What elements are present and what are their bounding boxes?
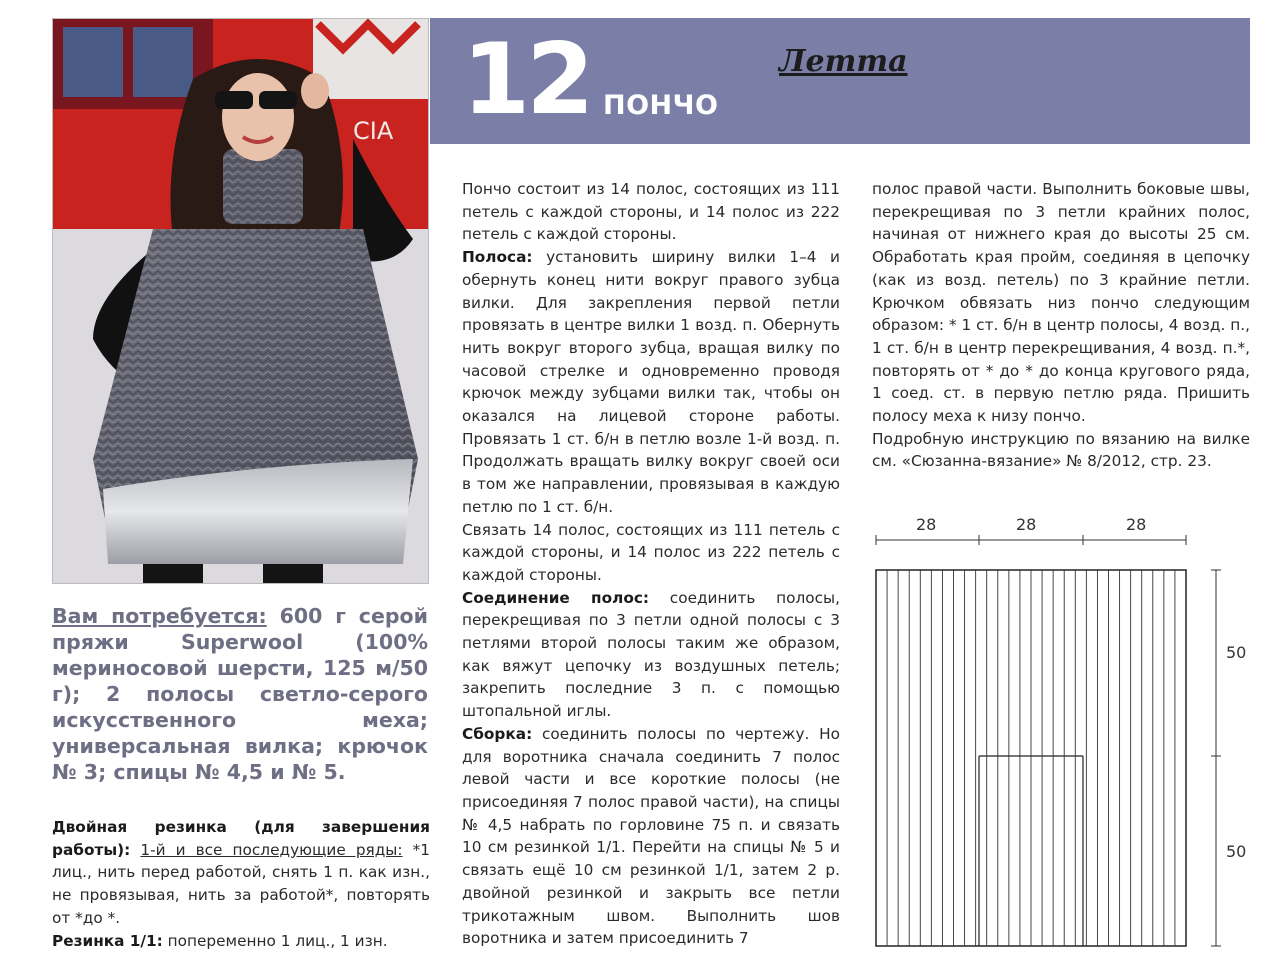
materials-lead: Вам потребуется: — [52, 604, 267, 628]
rib-paragraph — [52, 930, 430, 953]
double-rib-text: *1 лиц., нить перед работой, снять 1 п. как изн., не провязывая, нить за работой*, повторять от *до *. — [52, 840, 430, 927]
width-label-2: 28 — [1016, 515, 1037, 534]
height-label-2: 50 — [1226, 842, 1247, 861]
strip-lines — [887, 570, 1175, 946]
width-label-3: 28 — [1126, 515, 1147, 534]
instructions-column-2 — [872, 178, 1250, 473]
finishing-paragraph: полос правой части. Выполнить боковые швы, перекрещивая по 3 петли крайних полос, начиная от нижнего края до высоты 25 см. Обработать края пройм, соединяя в цепочку (как из возд. петель) по 3 крайние петли. Крючком обвязать низ пончо следующим образом: * 1 ст. б/н в центр полосы, 4 возд. п., 1 ст. б/н в центр перекрещивания, 4 возд. п.*, повторять от * до * до конца кругового ряда, 1 соед. ст. в первую петлю ряда. Пришить полосу меха к низу пончо. — [872, 180, 1250, 426]
stitch-notes — [52, 816, 430, 952]
double-rib-title: Двойная резинка (для завершения работы): — [52, 818, 430, 859]
rib-text: попеременно 1 лиц., 1 изн. — [162, 931, 388, 950]
poncho-model-illustration — [53, 19, 429, 584]
pattern-title: ПОНЧО — [603, 90, 719, 121]
strip-text: установить ширину вилки 1–4 и обернуть конец нити вокруг правого зубца вилки. Для закрепления первой петли провязать в центре вилки 1 возд. п. Обернуть нить вокруг второго зубца, вращая вилку по часовой стрелке и одновременно проводя крючок между зубцами вилки так, чтобы он оказался на лицевой стороне работы. Провязать 1 ст. б/н в петлю возле 1-й возд. п. Продолжать вращать вилку вокруг своей оси в том же направлении, провязывая в каждую петлю по 1 ст. б/н. — [462, 248, 840, 516]
strip-paragraph — [462, 246, 840, 518]
strip-paragraph-2: Связать 14 полос, состоящих из 111 петель с каждой стороны, и 14 полос из 222 петель с каждой стороны. — [462, 520, 840, 584]
source-watermark: Летта — [779, 44, 908, 79]
assembly-title: Сборка: — [462, 724, 533, 743]
join-text: соединить полосы, перекрещивая по 3 петли одной полосы с 3 петлями второй полосы таким же образом, как вяжут цепочку из воздушных петель; закрепить последние 3 п. с помощью штопальной иглы. — [462, 588, 840, 721]
poncho-schematic — [866, 506, 1256, 956]
instructions-column-1 — [462, 178, 840, 950]
height-label-1: 50 — [1226, 643, 1247, 662]
pattern-number: 12 — [462, 23, 591, 137]
intro-paragraph: Пончо состоит из 14 полос, состоящих из 111 петель с каждой стороны, и 14 полос из 222 петель с каждой стороны. — [462, 180, 840, 244]
materials-block — [52, 603, 428, 785]
join-title: Соединение полос: — [462, 588, 650, 607]
model-photo — [52, 18, 429, 584]
strip-title: Полоса: — [462, 248, 533, 267]
svg-text:CIA: CIA — [353, 117, 394, 145]
double-rib-paragraph — [52, 816, 430, 930]
assembly-text: соединить полосы по чертежу. Но для воротника сначала соединить 7 полос левой части и все короткие полосы (не присоединяя 7 полос правой части), на спицы № 4,5 набрать по горловине 75 п. и связать 10 см резинкой 1/1. Перейти на спицы № 5 и связать ещё 10 см резинкой 1/1, затем 2 р. двойной резинкой и закрыть все петли трикотажным швом. Выполнить шов воротника и затем присоединить 7 — [462, 724, 840, 948]
materials-text: 600 г серой пряжи Superwool (100% мериносовой шерсти, 125 м/50 г); 2 полосы светло-серого искусственного меха; универсальная вилка; крючок № 3; спицы № 4,5 и № 5. — [52, 604, 428, 784]
join-paragraph — [462, 587, 840, 723]
assembly-paragraph — [462, 723, 840, 950]
reference-paragraph: Подробную инструкцию по вязанию на вилке см. «Сюзанна-вязание» № 8/2012, стр. 23. — [872, 429, 1250, 471]
double-rib-rows: 1-й и все последующие ряды: — [140, 840, 403, 859]
rib-title: Резинка 1/1: — [52, 931, 163, 950]
width-label-1: 28 — [916, 515, 937, 534]
